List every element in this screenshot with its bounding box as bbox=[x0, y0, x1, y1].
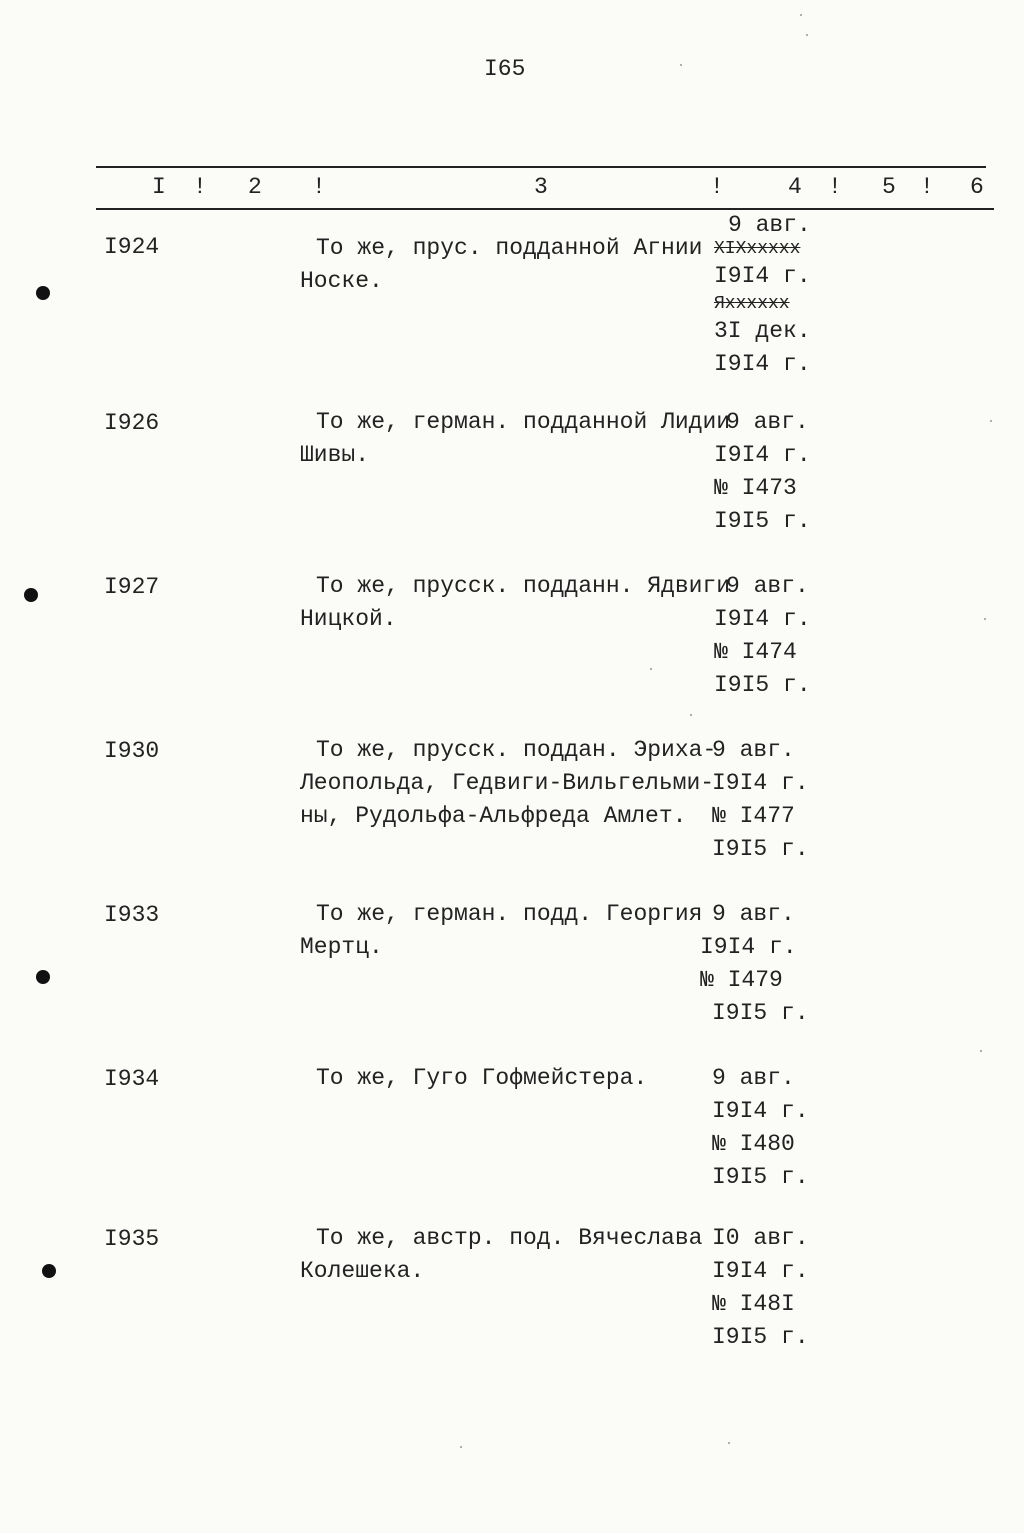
date-line: 9 авг. bbox=[726, 573, 809, 599]
table-header-rule bbox=[96, 208, 994, 210]
description-line: Шивы. bbox=[300, 442, 370, 468]
entry-number: I935 bbox=[104, 1226, 160, 1252]
entry-description bbox=[300, 734, 716, 833]
entry-date bbox=[712, 734, 809, 866]
entry-description bbox=[300, 406, 730, 472]
date-line: I9I4 г. bbox=[712, 1098, 809, 1124]
scan-speck bbox=[806, 34, 808, 36]
date-line: I9I5 г. bbox=[712, 836, 809, 862]
date-line: № I474 bbox=[714, 639, 797, 665]
header-separator: ! bbox=[710, 174, 724, 200]
date-line: I0 авг. bbox=[712, 1225, 809, 1251]
punch-hole bbox=[24, 588, 38, 602]
header-col-6: 6 bbox=[970, 174, 984, 200]
header-col-3: 3 bbox=[534, 174, 548, 200]
description-line: То же, герман. подданной Лидии bbox=[316, 409, 731, 435]
entry-date bbox=[712, 1062, 809, 1194]
entry-date bbox=[714, 570, 811, 702]
header-col-4: 4 bbox=[788, 174, 802, 200]
header-separator: ! bbox=[193, 174, 207, 200]
date-line: 9 авг. bbox=[726, 409, 809, 435]
date-line: I9I5 г. bbox=[712, 1164, 809, 1190]
entry-description bbox=[300, 898, 702, 964]
entry-number: I924 bbox=[104, 234, 160, 260]
scan-speck bbox=[690, 714, 692, 716]
entry-description bbox=[300, 1222, 702, 1288]
date-line: I9I5 г. bbox=[714, 672, 811, 698]
table-top-rule bbox=[96, 166, 986, 168]
description-line: Носке. bbox=[300, 268, 383, 294]
entry-description bbox=[300, 570, 730, 636]
date-line: 9 авг. bbox=[712, 1065, 795, 1091]
description-line: То же, прусск. подданн. Ядвиги bbox=[316, 573, 731, 599]
date-line: № I479 bbox=[700, 967, 783, 993]
header-separator: ! bbox=[920, 174, 934, 200]
date-line: № I480 bbox=[712, 1131, 795, 1157]
description-line: Леопольда, Гедвиги-Вильгельми- bbox=[300, 770, 715, 796]
entry-date bbox=[700, 898, 809, 1030]
scan-speck bbox=[680, 64, 682, 66]
entry-number: I930 bbox=[104, 738, 160, 764]
struck-date-line: Яxxxxxx bbox=[714, 294, 790, 314]
date-line: 9 авг. bbox=[712, 901, 795, 927]
description-line: Колешека. bbox=[300, 1258, 425, 1284]
date-line: I9I4 г. bbox=[712, 1258, 809, 1284]
punch-hole bbox=[36, 970, 50, 984]
entry-date bbox=[712, 1222, 809, 1354]
date-line: I9I5 г. bbox=[714, 508, 811, 534]
date-line: I9I5 г. bbox=[712, 1000, 809, 1026]
entry-description bbox=[300, 1062, 647, 1095]
header-separator: ! bbox=[828, 174, 842, 200]
date-line: № I48I bbox=[712, 1291, 795, 1317]
description-line: Ницкой. bbox=[300, 606, 397, 632]
description-line: Мертц. bbox=[300, 934, 383, 960]
header-col-2: 2 bbox=[248, 174, 262, 200]
date-line: I9I4 г. bbox=[714, 263, 811, 289]
date-line: I9I4 г. bbox=[714, 351, 811, 377]
entry-description bbox=[300, 232, 702, 298]
entry-number: I926 bbox=[104, 410, 160, 436]
date-line: 9 авг. bbox=[712, 737, 795, 763]
date-line: I9I5 г. bbox=[712, 1324, 809, 1350]
entry-number: I927 bbox=[104, 574, 160, 600]
page-number: I65 bbox=[484, 56, 526, 82]
date-line: № I477 bbox=[712, 803, 795, 829]
scan-speck bbox=[980, 1050, 982, 1052]
date-line: I9I4 г. bbox=[700, 934, 797, 960]
description-line: То же, австр. под. Вячеслава bbox=[316, 1225, 703, 1251]
description-line: То же, герман. подд. Георгия bbox=[316, 901, 703, 927]
header-col-1: I bbox=[152, 174, 166, 200]
scan-speck bbox=[650, 668, 652, 670]
description-line: То же, Гуго Гофмейстера. bbox=[316, 1065, 648, 1091]
header-col-5: 5 bbox=[882, 174, 896, 200]
entry-date bbox=[714, 406, 811, 538]
date-line: I9I4 г. bbox=[714, 442, 811, 468]
description-line: ны, Рудольфа-Альфреда Амлет. bbox=[300, 803, 687, 829]
description-line: То же, прусск. поддан. Эриха- bbox=[316, 737, 717, 763]
scan-speck bbox=[460, 1446, 462, 1448]
struck-date-line: XIXxxxxx bbox=[714, 239, 801, 259]
punch-hole bbox=[36, 286, 50, 300]
date-line: 3I дек. bbox=[714, 318, 811, 344]
header-separator: ! bbox=[312, 174, 326, 200]
date-line: I9I4 г. bbox=[712, 770, 809, 796]
description-line: То же, прус. подданной Агнии bbox=[316, 235, 703, 261]
entry-date bbox=[714, 212, 811, 381]
scan-speck bbox=[990, 420, 992, 422]
entry-number: I933 bbox=[104, 902, 160, 928]
date-line: I9I4 г. bbox=[714, 606, 811, 632]
entry-number: I934 bbox=[104, 1066, 160, 1092]
date-line: № I473 bbox=[714, 475, 797, 501]
scan-speck bbox=[984, 618, 986, 620]
punch-hole bbox=[42, 1264, 56, 1278]
scan-speck bbox=[800, 14, 802, 16]
date-line: 9 авг. bbox=[728, 212, 811, 238]
scan-speck bbox=[728, 1442, 730, 1444]
